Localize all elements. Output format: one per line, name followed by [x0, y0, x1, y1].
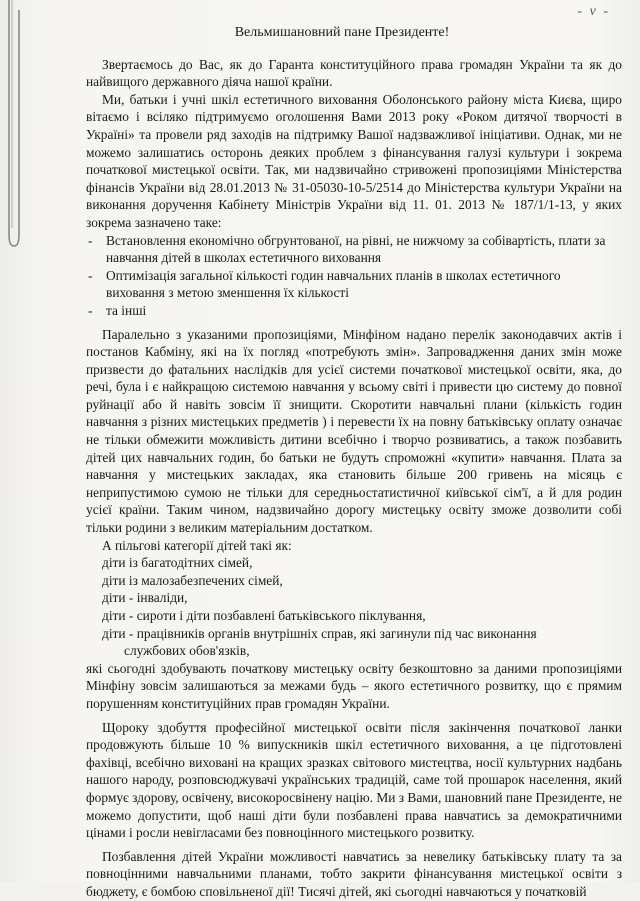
- paragraph-support: Ми, батьки і учні шкіл естетичного виховання Оболонського району міста Києва, щиро вітаємо і всіляко підтримуємо оголошення Вами 2013 року «Роком дитячої творчості в Україні» та провели ряд заходів на підтримку Вашої надзважливої ініціативи. Однак, ми не можемо залишатись осторонь деяких проблем з фінансування галузі культури і зокрема початкової мистецької освіти. Так, ми надзвичайно стривожені пропозиціями Міністерства фінансів України від 28.01.2013 № 31-05030-10-5/2514 до Міністерства культури України на виконання доручення Кабінету Міністрів України від 11. 01. 2013 № 187/1/1-13, у яких зокрема зазначено таке:: [86, 91, 622, 230]
- letter-body: [86, 24, 622, 901]
- list-item-continuation: службових обов'язків,: [124, 643, 250, 659]
- list-item: діти - сироти і діти позбавлені батьківського піклування,: [102, 608, 426, 623]
- proposals-list: [86, 232, 622, 320]
- letter-salutation: Вельмишановний пане Президенте!: [234, 25, 450, 40]
- list-item: діти - інваліди,: [102, 590, 188, 606]
- paragraph-rights: які сьогодні здобувають початкову мистецьку освіту безкоштовно за даними пропозиціями Мінфіну зовсім залишаються за межами будь – якого естетичного розвитку, що є прямим порушенням конституційних прав громадян України.: [86, 660, 622, 711]
- handwritten-mark: - ν -: [577, 4, 610, 19]
- list-item: - Встановлення економічно обгрунтованої, на рівні, не нижчому за собівартість, плати за навчання дітей в школах естетичного виховання: [86, 232, 622, 267]
- paragraph-categories-intro: А пільгові категорії дітей такі як:: [102, 537, 292, 553]
- paragraph-consequences: Паралельно з указаними пропозиціями, Мінфіном надано перелік законодавчих актів і постанов Кабміну, які на їх погляд «потребують змін». Запровадження даних змін може призвести до фатальних наслідків для усієї системи початкової мистецької освіти, яка, до речі, була і є найкращою системою навчання у всьому світі і привести цю систему до повної руйнації або й навіть зовсім її знищити. Скоротити навчальні плани (кількість годин навчання з різних мистецьких предметів ) і перевести їх на повну батьківську оплату означає не тільки обмежити можливість дитини всебічно і творчо розвиватись, а також позбавить дітей цих навчальних годин, бо батьки не будуть спроможні «купити» навчання. Плата за навчання у мистецьких закладах, яка становить більше 200 гривень на місяць є неприпустимою сумою не тільки для середньостатистичної київської сім'ї, а й для родин усієї країни. Таким чином, надзвичайно дорогу мистецьку освіту зможе дозволити собі тільки родини з великим матеріальним достатком.: [86, 326, 622, 536]
- categories-list: [86, 554, 622, 660]
- paragraph-appeal: Звертаємось до Вас, як до Гаранта конституційного права громадян України та як до найвищого державного діяча нашої країни.: [86, 56, 622, 90]
- paperclip-icon: [4, 0, 22, 250]
- paragraph-funding: Позбавлення дітей України можливості навчатись за невелику батьківську плату та за повноцінними навчальними планами, тобто закрити фінансування мистецької освіти з бюджету, є бомбою сповільненої дії! Тисячі дітей, які сьогодні навчаються у початковій: [86, 848, 622, 899]
- list-item: діти із багатодітних сімей,: [102, 555, 253, 571]
- list-item: - та інші: [86, 302, 622, 320]
- paragraph-graduates: Щороку здобуття професійної мистецької освіти після закінчення початкової ланки продовжують більше 10 % випускників шкіл естетичного виховання, а це підготовлені фахівці, всебічно виховані на кращих зразках світового мистецтва, носії культурних надбань нашого народу, розповсюджувачі українських традицій, саме той прошарок населення, який формує здорову, освічену, високоросвінену націю. Ми з Вами, шановний пане Президенте, не можемо допустити, щоб наші діти були позбавлені права навчатись за демократичними цінами і росли невігласами без повноцінного мистецького розвитку.: [86, 719, 622, 841]
- list-item: діти із малозабезпечених сімей,: [102, 572, 283, 588]
- list-item: - Оптимізація загальної кількості годин навчальних планів в школах естетичного виховання з метою зменшення їх кількості: [86, 267, 622, 302]
- list-item: діти - працівників органів внутрішніх справ, які загинули під час виконання: [102, 625, 537, 641]
